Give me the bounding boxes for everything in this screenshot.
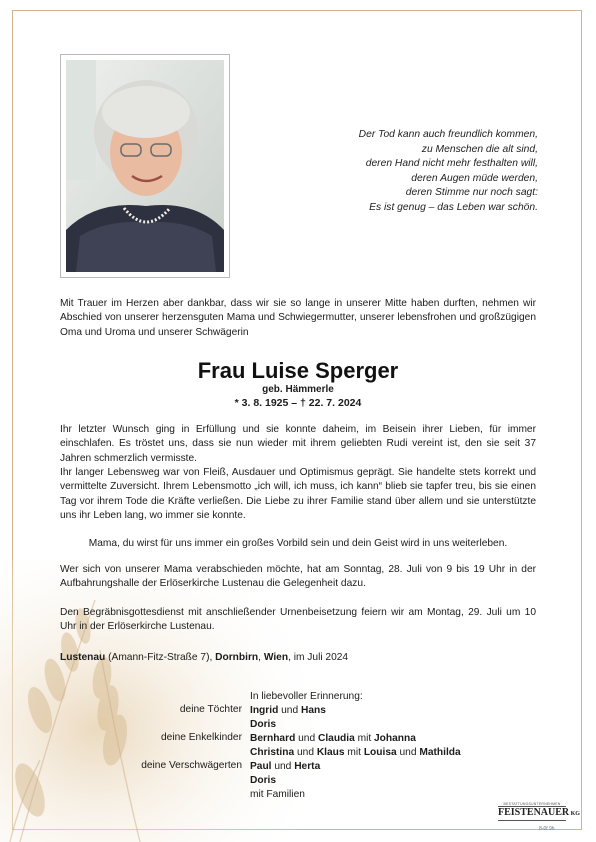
- connector: mit: [344, 747, 364, 758]
- logo-name: [498, 806, 580, 821]
- logo-brand: FEISTENAUER: [498, 807, 570, 818]
- logo-subtitle: BESTATTUNGSUNTERNEHMEN: [503, 802, 561, 806]
- date: , im Juli 2024: [288, 652, 349, 663]
- connector: mit: [354, 733, 375, 744]
- person: Mathilda: [419, 747, 461, 758]
- farewell-paragraph: Wer sich von unserer Mama verabschieden möchte, hat am Sonntag, 28. Juli von 9 bis 19 Uhr in der Aufbahrungshalle der Erlöserkirche Lustenau die Gelegenheit dazu.: [60, 564, 536, 590]
- separator: ,: [258, 652, 264, 663]
- portrait-image: [66, 60, 224, 272]
- family-line: [250, 774, 276, 788]
- poem-line: Es ist genug – das Leben war schön.: [369, 201, 538, 213]
- portrait-photo: [60, 54, 230, 278]
- grandchildren-label: deine Enkelkinder: [161, 732, 242, 743]
- family-line: [250, 732, 416, 746]
- print-code: 8-0f 9h: [539, 826, 555, 832]
- family-line: [250, 704, 326, 718]
- undertaker-logo: [498, 802, 580, 821]
- connector: und: [278, 705, 301, 716]
- person: Herta: [294, 761, 321, 772]
- body-paragraph-2: Ihr langer Lebensweg war von Fleiß, Ausdauer und Optimismus geprägt. Sie handelte stets korrekt und vermittelte Zuversicht. Ihrem Lebensmotto „ich will, ich muss, ich kann“ blieb sie tapfer treu, bis sie einen Tag vor ihrem Tode die Kräfte verließen. Die Liebe zu ihrer Familie stand über allem und sie unterstützte uns ihr Leben lang, wo immer sie konnte.: [60, 467, 536, 522]
- person: Ingrid: [250, 705, 279, 716]
- family-line: [250, 718, 276, 732]
- motto-line: Mama, du wirst für uns immer ein großes Vorbild sein und dein Geist wird in uns weiterleben.: [88, 538, 508, 549]
- person: Claudia: [317, 733, 355, 744]
- person: Paul: [250, 761, 272, 772]
- family-line: mit Familien: [250, 789, 305, 800]
- connector: und: [271, 761, 295, 772]
- family-heading: In liebevoller Erinnerung:: [250, 691, 363, 702]
- poem-line: deren Hand nicht mehr festhalten will,: [365, 158, 538, 170]
- place-date-line: [60, 652, 348, 663]
- deceased-name: Frau Luise Sperger: [197, 358, 399, 383]
- body-paragraph-1: Ihr letzter Wunsch ging in Erfüllung und sie konnte daheim, im Beisein ihrer Lieben, für immer einschlafen. Es tröstet uns, dass sie nun wieder mit ihrem geliebten Rudi vereint ist, den sie seit 37 Jahren schmerzlich vermisste.: [60, 424, 536, 464]
- connector: und: [294, 747, 317, 758]
- poem-line: Der Tod kann auch freundlich kommen,: [358, 129, 538, 140]
- person: Christina: [250, 747, 295, 758]
- family-line: [250, 760, 320, 774]
- city: Dornbirn: [215, 652, 259, 663]
- poem-line: zu Menschen die alt sind,: [421, 143, 538, 155]
- person: Klaus: [316, 747, 345, 758]
- person: Hans: [300, 705, 326, 716]
- life-dates: * 3. 8. 1925 – † 22. 7. 2024: [234, 397, 362, 409]
- poem: [238, 128, 538, 216]
- maiden-name: geb. Hämmerle: [262, 384, 334, 395]
- in-laws-label: deine Verschwägerten: [141, 760, 242, 771]
- city: Lustenau: [60, 652, 106, 663]
- daughters-label: deine Töchter: [179, 704, 242, 715]
- person: Doris: [250, 775, 277, 786]
- person: Johanna: [374, 733, 416, 744]
- intro-paragraph: Mit Trauer im Herzen aber dankbar, dass wir sie so lange in unserer Mitte haben durften, nehmen wir Abschied von unserer herzensguten Mama und Schwiegermutter, unserer lebensfrohen und großzügigen Oma und Uroma und unserer Schwägerin: [60, 298, 536, 338]
- person: Louisa: [363, 747, 397, 758]
- logo-suffix: KG: [569, 811, 580, 817]
- connector: und: [295, 733, 318, 744]
- city: Wien: [263, 652, 289, 663]
- connector: und: [396, 747, 420, 758]
- person: Doris: [250, 719, 277, 730]
- service-paragraph: Den Begräbnisgottesdienst mit anschließender Urnenbeisetzung feiern wir am Montag, 29. Juli um 10 Uhr in der Erlöserkirche Lustenau.: [60, 607, 536, 633]
- street: (Amann-Fitz-Straße 7),: [105, 652, 216, 663]
- poem-line: deren Stimme nur noch sagt:: [405, 187, 538, 199]
- family-line: [250, 746, 461, 760]
- poem-line: deren Augen müde werden,: [411, 172, 538, 184]
- person: Bernhard: [250, 733, 296, 744]
